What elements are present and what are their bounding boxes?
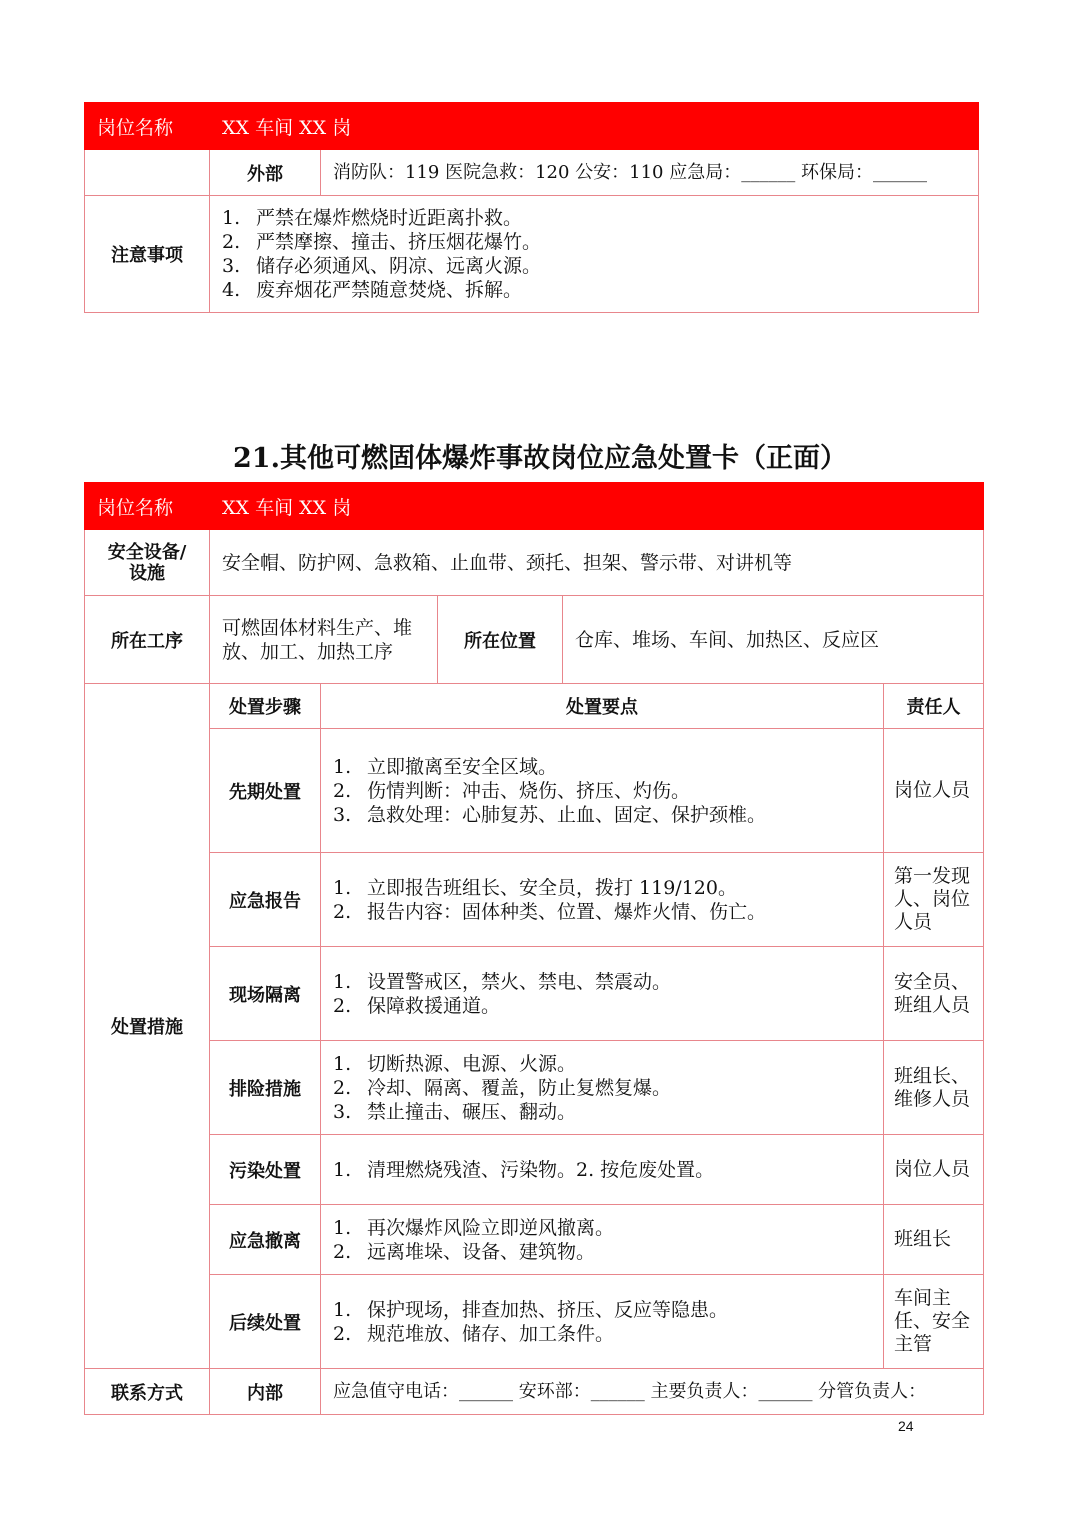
step-name: 先期处置	[210, 729, 321, 853]
step-point-text: 冷却、隔离、覆盖，防止复燃复爆。	[367, 1076, 672, 1099]
internal-label: 内部	[210, 1369, 321, 1415]
step-points	[321, 853, 884, 947]
notes-list	[210, 196, 979, 313]
step-points	[321, 1135, 884, 1205]
step-points	[321, 1041, 884, 1135]
step-points	[321, 729, 884, 853]
note-number: 2.	[222, 231, 241, 253]
step-point-text: 伤情判断：冲击、烧伤、挤压、灼伤。	[367, 779, 691, 802]
note-text: 严禁在爆炸燃烧时近距离扑救。	[256, 207, 523, 229]
step-row	[85, 947, 984, 1041]
location-label: 所在位置	[438, 596, 563, 684]
step-point	[333, 900, 883, 924]
step-name: 排险措施	[210, 1041, 321, 1135]
location-value: 仓库、堆场、车间、加热区、反应区	[563, 596, 984, 684]
step-point	[333, 779, 883, 803]
step-point-number: 3.	[333, 1100, 352, 1123]
step-responsible: 车间主任、安全主管	[884, 1275, 984, 1369]
step-point-number: 1.	[333, 1158, 352, 1181]
post-name-value: XX 车间 XX 岗	[210, 483, 984, 530]
step-point	[333, 1298, 883, 1322]
step-point-number: 1.	[333, 1298, 352, 1321]
step-point-number: 2.	[333, 1076, 352, 1099]
step-point-number: 2.	[333, 994, 352, 1017]
step-point	[333, 803, 883, 827]
step-point-text: 保障救援通道。	[367, 994, 501, 1017]
step-name: 应急报告	[210, 853, 321, 947]
measures-label: 处置措施	[85, 684, 210, 1369]
note-item	[222, 278, 978, 302]
step-row	[85, 1135, 984, 1205]
post-name-label: 岗位名称	[85, 483, 210, 530]
step-point-number: 2.	[333, 1322, 352, 1345]
notes-label: 注意事项	[85, 196, 210, 313]
step-name: 后续处置	[210, 1275, 321, 1369]
step-point	[333, 1322, 883, 1346]
post-name-value: XX 车间 XX 岗	[210, 103, 979, 150]
step-row	[85, 853, 984, 947]
note-text: 储存必须通风、阴凉、远离火源。	[256, 255, 542, 277]
step-point-number: 1.	[333, 1052, 352, 1075]
card-continued	[84, 102, 979, 313]
note-item	[222, 230, 978, 254]
external-contacts: 消防队：119 医院急救：120 公安：110 应急局：______ 环保局：______	[321, 150, 979, 196]
external-label: 外部	[210, 150, 321, 196]
step-point	[333, 1240, 883, 1264]
emergency-card	[84, 482, 984, 1415]
step-row	[85, 1041, 984, 1135]
step-points	[321, 1275, 884, 1369]
step-point-number: 2.	[333, 900, 352, 923]
step-point-number: 1.	[333, 755, 352, 778]
step-point	[333, 1052, 883, 1076]
process-value: 可燃固体材料生产、堆放、加工、加热工序	[210, 596, 438, 684]
note-item	[222, 206, 978, 230]
step-point	[333, 876, 883, 900]
step-responsible: 班组长、维修人员	[884, 1041, 984, 1135]
col-resp-header: 责任人	[884, 684, 984, 729]
step-point-text: 禁止撞击、碾压、翻动。	[367, 1100, 577, 1123]
note-number: 4.	[222, 279, 241, 301]
step-point	[333, 755, 883, 779]
step-row	[85, 729, 984, 853]
step-responsible: 班组长	[884, 1205, 984, 1275]
step-point-text: 报告内容：固体种类、位置、爆炸火情、伤亡。	[367, 900, 767, 923]
post-name-label: 岗位名称	[85, 103, 210, 150]
step-name: 污染处置	[210, 1135, 321, 1205]
step-point-text: 立即报告班组长、安全员，拨打 119/120。	[367, 876, 737, 899]
step-point-number: 1.	[333, 970, 352, 993]
step-point	[333, 994, 883, 1018]
page-number: 24	[898, 1418, 914, 1434]
step-point-number: 2.	[333, 779, 352, 802]
step-name: 现场隔离	[210, 947, 321, 1041]
step-point	[333, 1076, 883, 1100]
step-point-text: 急救处理：心肺复苏、止血、固定、保护颈椎。	[367, 803, 767, 826]
equip-label: 安全设备/ 设施	[85, 530, 210, 596]
step-row	[85, 1275, 984, 1369]
step-point	[333, 1216, 883, 1240]
step-responsible: 岗位人员	[884, 1135, 984, 1205]
step-point-number: 3.	[333, 803, 352, 826]
step-points	[321, 1205, 884, 1275]
step-point-number: 1.	[333, 876, 352, 899]
step-point	[333, 1100, 883, 1124]
step-point-text: 设置警戒区，禁火、禁电、禁震动。	[367, 970, 672, 993]
note-item	[222, 254, 978, 278]
step-points	[321, 947, 884, 1041]
process-label: 所在工序	[85, 596, 210, 684]
step-responsible: 安全员、班组人员	[884, 947, 984, 1041]
step-point	[333, 1158, 883, 1182]
note-text: 废弃烟花严禁随意焚烧、拆解。	[256, 279, 523, 301]
step-point-number: 1.	[333, 1216, 352, 1239]
step-point-text: 清理燃烧残渣、污染物。2. 按危废处置。	[367, 1158, 715, 1181]
step-point-text: 保护现场，排查加热、挤压、反应等隐患。	[367, 1298, 729, 1321]
step-name: 应急撤离	[210, 1205, 321, 1275]
step-point-text: 规范堆放、储存、加工条件。	[367, 1322, 615, 1345]
equip-value: 安全帽、防护网、急救箱、止血带、颈托、担架、警示带、对讲机等	[210, 530, 984, 596]
note-number: 3.	[222, 255, 241, 277]
card-title: 21.其他可燃固体爆炸事故岗位应急处置卡（正面）	[233, 443, 847, 474]
step-point-text: 再次爆炸风险立即逆风撤离。	[367, 1216, 615, 1239]
col-points-header: 处置要点	[321, 684, 884, 729]
step-row	[85, 1205, 984, 1275]
note-text: 严禁摩擦、撞击、挤压烟花爆竹。	[256, 231, 542, 253]
step-point-text: 切断热源、电源、火源。	[367, 1052, 577, 1075]
step-responsible: 岗位人员	[884, 729, 984, 853]
contact-label: 联系方式	[85, 1369, 210, 1415]
step-point-text: 立即撤离至安全区域。	[367, 755, 558, 778]
col-step-header: 处置步骤	[210, 684, 321, 729]
step-point	[333, 970, 883, 994]
step-responsible: 第一发现人、岗位人员	[884, 853, 984, 947]
note-number: 1.	[222, 207, 241, 229]
step-point-number: 2.	[333, 1240, 352, 1263]
internal-contacts: 应急值守电话：______ 安环部：______ 主要负责人：______ 分管负责人：	[321, 1369, 984, 1415]
step-point-text: 远离堆垛、设备、建筑物。	[367, 1240, 596, 1263]
